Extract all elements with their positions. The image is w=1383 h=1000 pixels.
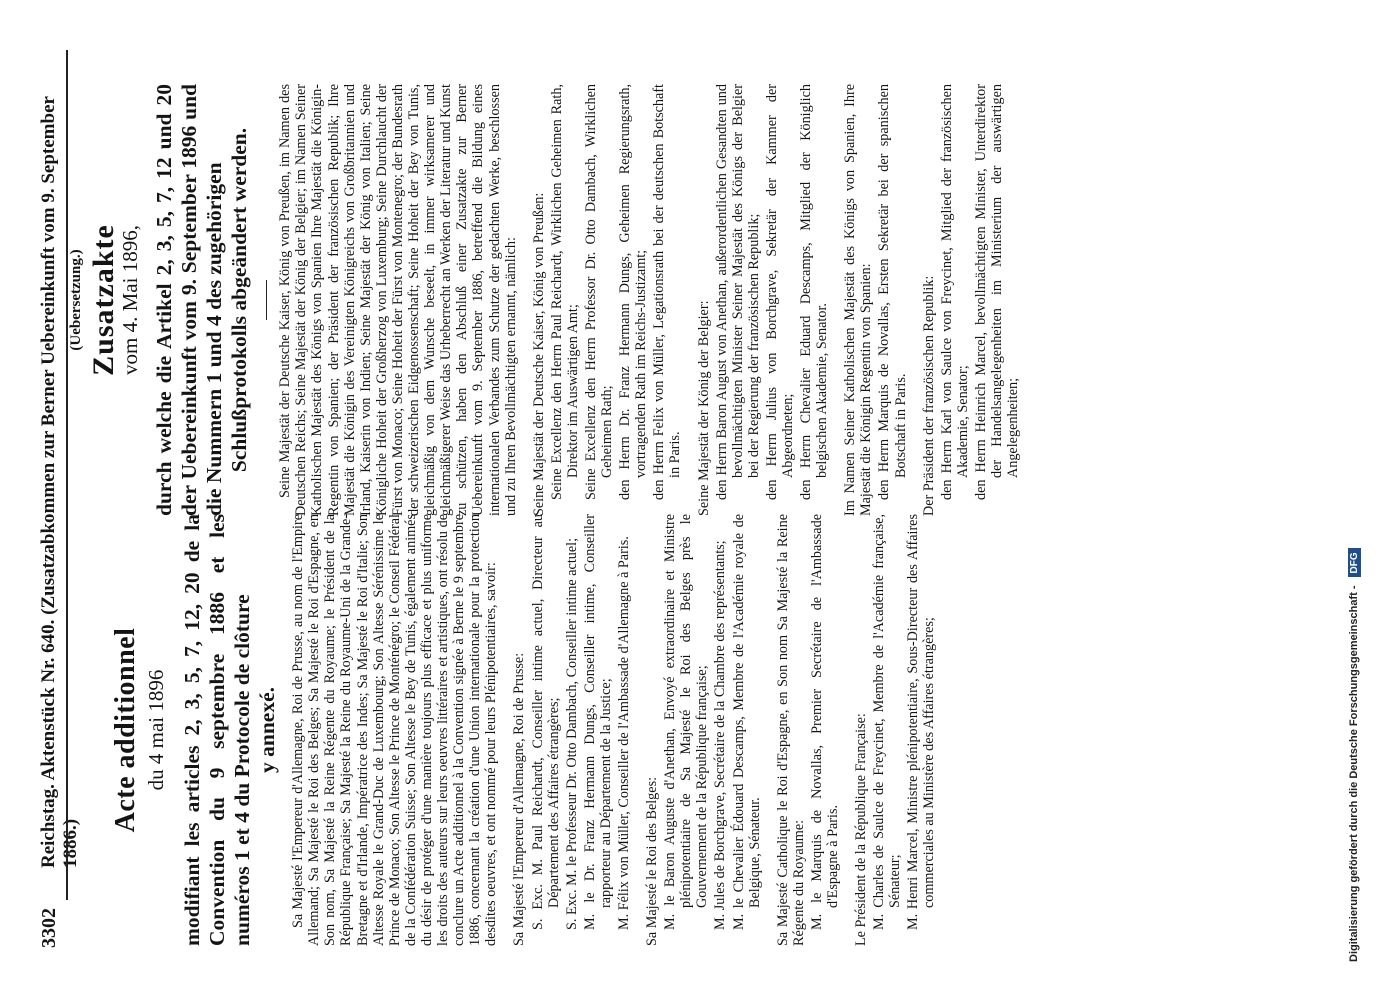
french-entry: M. Jules de Borchgrave, Secrétaire de la Chambre des représentants; [712,540,729,930]
french-section-head: Sa Majesté l'Empereur d'Allemagne, Roi de Prusse: [511,652,528,946]
french-intro: modifiant les articles 2, 3, 5, 7, 12, 20 de la Convention du 9 septembre 1886 et les numéros 1 et 4 du Protocole de clôture [180,514,255,946]
german-section-head: Seine Majestät der Deutsche Kaiser, König von Preußen: [530,192,547,516]
credit-text: Digitalisierung gefördert durch die Deutsche Forschungsgemeinschaft - [1348,585,1360,962]
german-entry: den Herrn Marquis de Novallas, Ersten Sekretär bei der spanischen Botschaft in Paris. [876,84,909,500]
german-entry: den Herrn Karl von Saulce von Freycinet, Mitglied der französischen Akademie, Senator; [938,84,971,500]
dfg-logo: DFG [1348,548,1361,577]
german-intro-end: Schlußprotokolls abgeändert werden. [227,127,252,473]
german-entry: den Herrn Baron August von Anethan, außerordentlichen Gesandten und bevollmächtigten Minister Seiner Majestät des Königs der Belgier bei der Regierung der französischen Republik; [713,84,762,500]
french-entry: S. Exc. M. Paul Reichardt, Conseiller intime actuel, Directeur au Département des Affaires étrangères; [529,514,562,930]
french-intro-end: y annexé. [255,687,280,773]
german-entry: den Herrn Chevalier Eduard Descamps, Mitglied der Königlich belgischen Akademie, Senator. [798,84,831,500]
german-preamble: Seine Majestät der Deutsche Kaiser, König von Preußen, im Namen des Deutschen Reichs; Seine Majestät der König der Belgier; im Namen Seiner Katholischen Majestät des Königs von Spanien Ihre Majestät die Königin-Regentin von Spanien; der Präsident der französischen Republik; Ihre Majestät die Königin des Vereinigten Königreichs von Großbritannien und Irland, Kaiserin von Indien; Seine Majestät der König von Italien; Seine Königliche Hoheit der Großherzog von Luxemburg; Seine Durchlaucht der Fürst von Monaco; Seine Hoheit der Fürst von Montenegro; der Bundesrath der schweizerischen Eidgenossenschaft; Seine Hoheit der Bey von Tunis, gleichmäßig von dem Wunsche beseelt, in immer wirksamerer und gleichmäßigerer Weise das Urheberrecht an Werken der Literatur und Kunst zu schützen, haben den Abschluß einer Zusatzakte zur Berner Uebereinkunft vom 9. September 1886, betreffend die Bildung eines internationalen Verbandes zum Schutze der gedachten Werke, beschlossen und zu Ihren Bevollmächtigten ernannt, nämlich: [277,84,519,516]
german-intro: durch welche die Artikel 2, 3, 5, 7, 12 und 20 der Uebereinkunft vom 9. September 1896 und die Nummern 1 und 4 des zugehörigen [152,84,227,516]
german-column [66,84,1021,516]
french-section-head: Sa Majesté le Roi des Belges: [644,776,661,946]
french-entry: M. Henri Marcel, Ministre plénipotentiaire, Sous-Directeur des Affaires commerciales au Ministère des Affaires étrangères; [905,514,938,930]
german-section-head: Der Präsident der französischen Republik: [920,275,937,516]
german-title: Zusatzakte [87,224,121,376]
french-entry: S. Exc. M. le Professeur Dr. Otto Dambach, Conseiller intime actuel; [563,537,580,930]
french-date: du 4 mai 1896 [144,669,169,791]
german-translation-note: (Uebersetzung.) [68,249,84,351]
french-entry: M. le Baron Auguste d'Anethan, Envoyé extraordinaire et Ministre plénipotentiaire de Sa Majesté le Roi des Belges près le Gouvernement de la République française; [662,514,711,930]
german-section-head: Im Namen Seiner Katholischen Majestät des Königs von Spanien, Ihre Majestät die Königin Regentin von Spanien: [842,84,875,516]
page-number: 3302 [38,908,60,948]
french-preamble: Sa Majesté l'Empereur d'Allemagne, Roi de Prusse, au nom de l'Empire Allemand; Sa Majesté le Roi des Belges; Sa Majesté le Roi d'Espagne, en Son nom, Sa Majesté la Reine Régente du Royaume; le Président de la République Française; Sa Majesté la Reine du Royaume-Uni de la Grande-Bretagne et d'Irlande, Impératrice des Indes; Sa Majesté le Roi d'Italie; Son Altesse Royale le Grand-Duc de Luxembourg; Son Altesse Sérénissime le Prince de Monaco; Son Altesse le Prince de Monténégro; le Conseil Fédéral de la Confédération Suisse; Son Altesse le Bey de Tunis, également animés du désir de protéger d'une manière toujours plus efficace et plus uniforme les droits des auteurs sur leurs oeuvres littéraires et artistiques, ont résolu de conclure un Acte additionnel à la Convention signée à Berne le 9 septembre 1886, concernant la création d'une Union internationale pour la protection desdites oeuvres, et ont nommé pour leurs Plénipotentiaires, savoir: [290,514,500,946]
german-entry: den Herrn Felix von Müller, Legationsrath bei der deutschen Botschaft in Paris. [651,84,684,500]
french-entry: M. Félix von Müller, Conseiller de l'Ambassade d'Allemagne à Paris. [615,536,632,930]
german-entry: Seine Excellenz den Herrn Paul Reichardt, Wirklichen Geheimen Rath, Direktor im Auswärtigen Amt; [548,84,581,500]
french-entry: M. le Dr. Franz Hermann Dungs, Conseiller intime, Conseiller rapporteur au Département de la Justice; [581,514,614,930]
digitization-credit [1348,42,1376,962]
french-entry: M. le Marquis de Novallas, Premier Secrétaire de l'Ambassade d'Espagne à Paris. [808,514,841,930]
french-section-head: Sa Majesté Catholique le Roi d'Espagne, en Son nom Sa Majesté la Reine Régente du Royaume: [774,514,807,946]
german-date: vom 4. Mai 1896, [118,225,143,375]
german-entry: den Herrn Dr. Franz Hermann Dungs, Geheimen Regierungsrath, vortragenden Rath im Reichs-Justizamt; [617,84,650,500]
separator-rule [266,280,267,320]
german-entry: den Herrn Heinrich Marcel, bevollmächtigten Minister, Unterdirektor der Handelsangelegenheiten im Ministerium der auswärtigen Angelegenheiten; [972,84,1022,500]
german-entry: Seine Excellenz den Herrn Professor Dr. Otto Dambach, Wirklichen Geheimen Rath; [582,84,616,500]
french-entry: M. le Chevalier Édouard Descamps, Membre de l'Académie royale de Belgique, Sénateur. [730,514,763,930]
german-section-head: Seine Majestät der König der Belgier: [695,300,712,516]
running-title: Reichstag. Aktenstück Nr. 640. (Zusatzabkommen zur Berner Uebereinkunft vom 9. September 1886.) [38,96,81,868]
french-column [96,514,938,946]
french-section-head: Le Président de la République Française: [853,713,870,946]
german-entry: den Herrn Julius von Borchgrave, Sekretär der Kammer der Abgeordneten; [763,84,796,500]
french-entry: M. Charles de Saulce de Freycinet, Membre de l'Académie française, Sénateur; [871,514,904,930]
french-title: Acte additionnel [110,627,141,833]
